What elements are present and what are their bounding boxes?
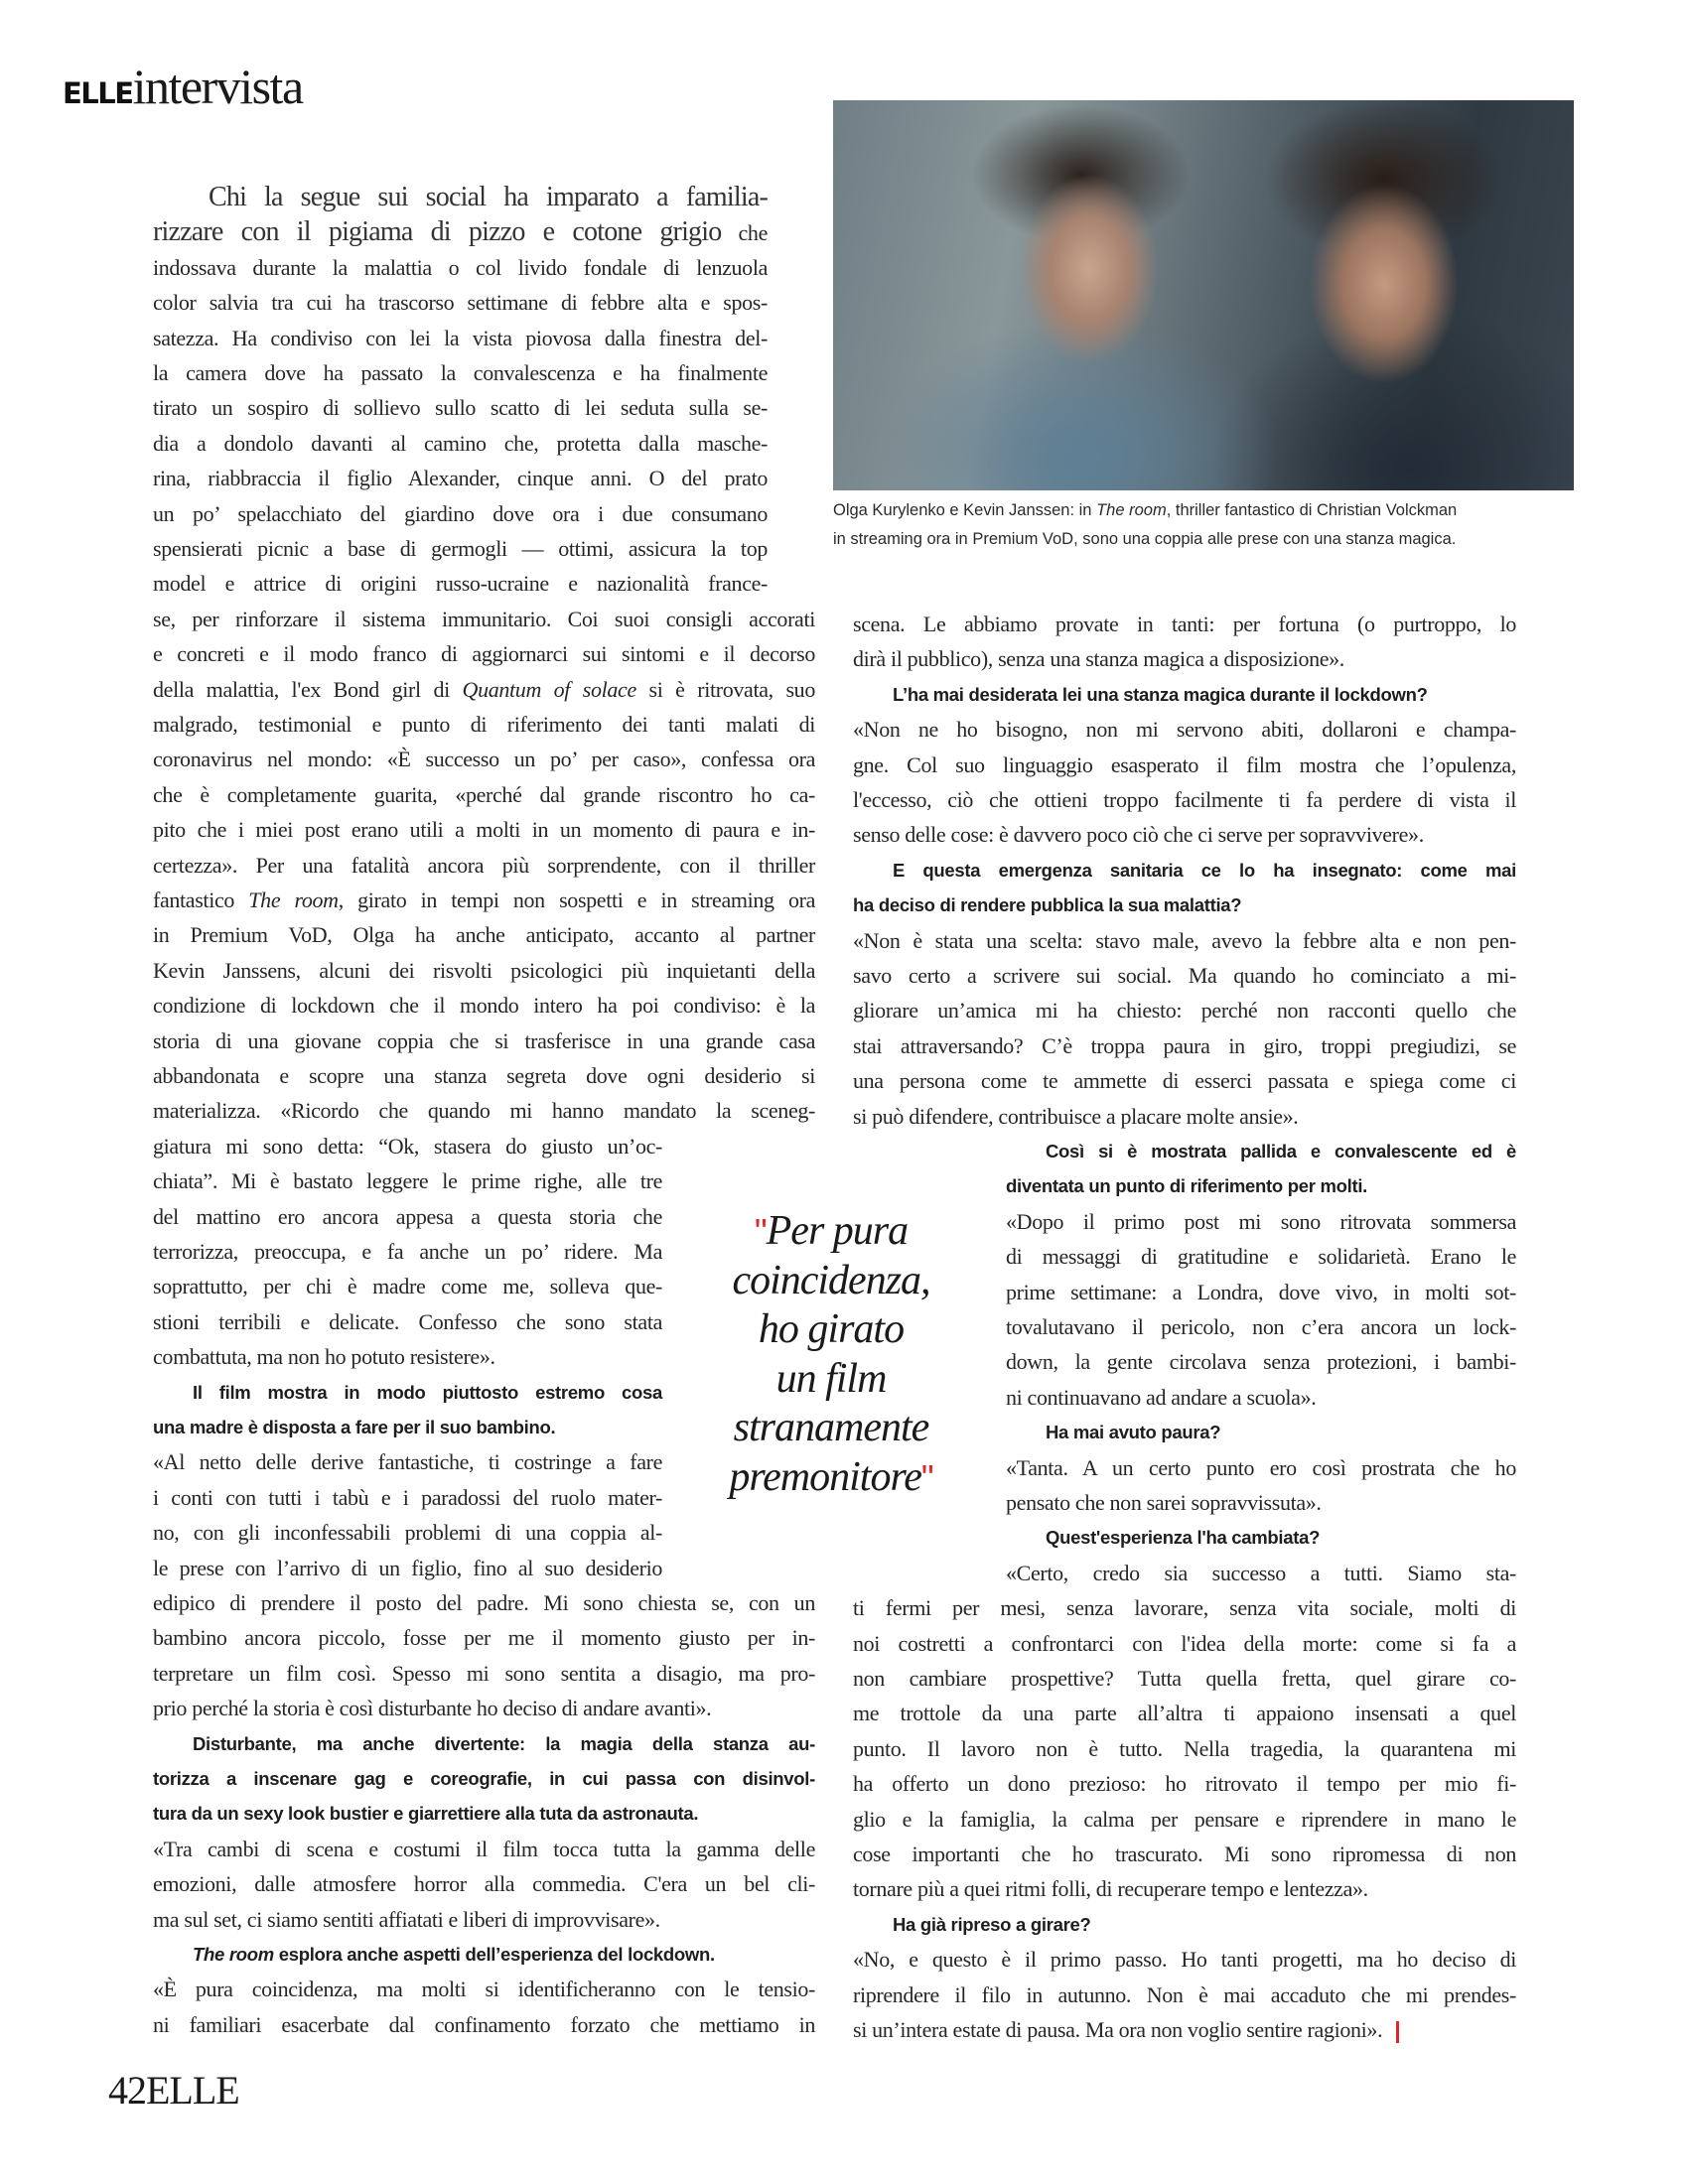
article-text-line: abbandonata e scopre una stanza segreta dove ogni desiderio si — [153, 1063, 815, 1088]
interview-question-line — [193, 1937, 815, 1972]
article-text-line: me trottole da una parte all’altra ti appaiono insensati a quel — [853, 1701, 1516, 1726]
article-text-line: terpretare un film così. Spesso mi sono sentita a disagio, ma pro- — [153, 1660, 815, 1686]
pull-quote — [707, 1207, 955, 1502]
article-text-line: stai attraversando? C’è troppa paura in giro, troppi pregiudizi, se — [853, 1032, 1516, 1058]
article-text-line: la camera dove ha passato la convalescenza e ha finalmente — [153, 360, 768, 385]
article-text-line: tornare più a quei ritmi folli, di recuperare tempo e lentezza». — [853, 1876, 1368, 1902]
article-text-line: «È pura coincidenza, ma molti si identificheranno con le tensio- — [153, 1977, 815, 2002]
article-text-line: model e attrice di origini russo-ucraine e nazionalità france- — [153, 571, 768, 597]
article-text-line: malgrado, testimonial e punto di riferimento dei tanti malati di — [153, 712, 815, 737]
article-text-line: spensierati picnic a base di germogli — ottimi, assicura la top — [153, 536, 768, 561]
pull-quote-text: coincidenza, — [732, 1257, 930, 1303]
article-text-line: Kevin Janssens, alcuni dei risvolti psicologici più inquietanti della — [153, 957, 815, 983]
pull-quote-text: un film — [775, 1355, 887, 1402]
article-text-line: coronavirus nel mondo: «È successo un po’ per caso», confessa ora — [153, 747, 815, 772]
article-text-line: che è completamente guarita, «perché dal grande riscontro ho ca- — [153, 781, 815, 807]
article-text-line: del mattino ero ancora appesa a questa storia che — [153, 1203, 662, 1229]
article-text-line: non cambiare prospettive? Tutta quella fretta, quel girare co- — [853, 1666, 1516, 1691]
text-segment: si è ritrovata, suo — [635, 676, 815, 702]
article-text-line: «Non è stata una scelta: stavo male, avevo la febbre alta e non pen- — [853, 927, 1516, 953]
interview-question-line: Così si è mostrata pallida e convalescente ed è — [1046, 1141, 1516, 1161]
article-text-line: rina, riabbraccia il figlio Alexander, cinque anni. O del prato — [153, 466, 768, 491]
page-footer — [108, 2067, 239, 2114]
article-text-line: terrorizza, preoccupa, e fa anche un po’ ridere. Ma — [153, 1239, 662, 1264]
interview-question-line: Disturbante, ma anche divertente: la magia della stanza au- — [193, 1732, 815, 1754]
article-text-line: indossava durante la malattia o col livido fondale di lenzuola — [153, 254, 768, 280]
article-text-line — [853, 2012, 1516, 2047]
article-text-line: «Tanta. A un certo punto ero così prostrata che ho — [1006, 1454, 1516, 1480]
article-text-line: stioni terribili e delicate. Confesso che sono stata — [153, 1308, 662, 1334]
interview-question-line: Ha già ripreso a girare? — [893, 1913, 1091, 1935]
article-text-line: dirà il pubblico), senza una stanza magica a disposizione». — [853, 646, 1344, 672]
interview-question-line: Quest'esperienza l'ha cambiata? — [1046, 1527, 1321, 1549]
article-text-line: «Non ne ho bisogno, non mi servono abiti, dollaroni e champa- — [853, 717, 1516, 743]
article-text-line: color salvia tra cui ha trascorso settimane di febbre alta e spos- — [153, 290, 768, 316]
end-of-article-mark — [1396, 2021, 1399, 2043]
article-text: si un’intera estate di pausa. Ma ora non voglio sentire ragioni». — [853, 2017, 1383, 2042]
article-text-line: «No, e questo è il primo passo. Ho tanti progetti, ma ho deciso di — [853, 1947, 1516, 1973]
pull-quote-text: ho girato — [758, 1306, 905, 1352]
article-text-line: tirato un sospiro di sollievo sullo scatto di lei seduta sulla se- — [153, 395, 768, 421]
article-text-line: bambino ancora piccolo, fosse per me il momento giusto per in- — [153, 1625, 815, 1651]
text-segment: che — [721, 220, 768, 246]
article-text-line: senso delle cose: è davvero poco ciò che ci serve per sopravvivere». — [853, 822, 1424, 848]
article-text-line: pito che i miei post erano utili a molti in un momento di paura e in- — [153, 817, 815, 843]
article-text-line: le prese con l’arrivo di un figlio, fino al suo desiderio — [153, 1555, 662, 1580]
article-text-line: giatura mi sono detta: “Ok, stasera do giusto un’oc- — [153, 1133, 662, 1159]
interview-question-line: tura da un sexy look bustier e giarrettiere alla tuta da astronauta. — [153, 1803, 699, 1825]
section-header — [63, 58, 303, 117]
article-text-line — [153, 672, 815, 707]
article-text-line: l'eccesso, ciò che ottieni troppo facilmente ti fa perdere di vista il — [853, 787, 1516, 812]
article-text-line: una persona come te ammette di esserci passata e spiega come ci — [853, 1068, 1516, 1094]
article-text-line: ma sul set, ci siamo sentiti affiatati e liberi di improvvisare». — [153, 1906, 660, 1932]
text-segment: Chi la segue sui social ha imparato a familia- — [209, 182, 768, 212]
pull-quote-text: stranamente — [733, 1405, 929, 1450]
article-text-line: ti fermi per mesi, senza lavorare, senza vita sociale, molti di — [853, 1595, 1516, 1621]
article-text-line: gne. Col suo linguaggio esasperato il film mostra che l’opulenza, — [853, 751, 1516, 777]
article-text-line: noi costretti a confrontarci con l'idea della morte: come si fa a — [853, 1630, 1516, 1656]
text-segment: della malattia, l'ex Bond girl di — [153, 676, 463, 702]
film-title: The room — [248, 887, 339, 912]
article-text-line: e concreti e il modo franco di aggiornarci sui sintomi e il decorso — [153, 641, 815, 667]
text-segment: esplora anche aspetti dell’esperienza del lockdown. — [273, 1944, 715, 1965]
article-text-line: un po’ spelacchiato del giardino dove ora i due consumano — [153, 500, 768, 526]
article-text-line: chiata”. Mi è bastato leggere le prime righe, alle tre — [153, 1168, 662, 1194]
interview-question-line: torizza a inscenare gag e coreografie, in cui passa con disinvol- — [153, 1768, 815, 1789]
photo-caption — [833, 496, 1588, 554]
caption-line-2: in streaming ora in Premium VoD, sono una coppia alle prese con una stanza magica. — [833, 530, 1457, 548]
interview-question-line: E questa emergenza sanitaria ce lo ha insegnato: come mai — [893, 859, 1516, 881]
article-text-line: storia di una giovane coppia che si trasferisce in una grande casa — [153, 1027, 815, 1053]
interview-question-line: Il film mostra in modo piuttosto estremo cosa — [193, 1381, 662, 1403]
article-text-line: gliorare un’amica mi ha chiesto: perché non racconti quello che — [853, 998, 1516, 1024]
interview-question-line: una madre è disposta a fare per il suo bambino. — [153, 1417, 556, 1437]
article-text-line: certezza». Per una fatalità ancora più sorprendente, con il thriller — [153, 852, 815, 878]
open-quote-mark: " — [754, 1211, 767, 1252]
article-text-line: «Certo, credo sia successo a tutti. Siamo sta- — [1006, 1560, 1516, 1585]
article-text-line: cose importanti che ho trascurato. Mi sono ripromessa di non — [853, 1842, 1516, 1866]
caption-text: Olga Kurylenko e Kevin Janssen: in — [833, 501, 1097, 519]
film-title: The room — [193, 1944, 274, 1965]
page-number: 42 — [108, 2068, 146, 2113]
footer-brand: ELLE — [146, 2068, 239, 2113]
pull-quote-line — [707, 1355, 955, 1405]
article-text-line: i conti con tutti i tabù e i paradossi del ruolo mater- — [153, 1484, 662, 1510]
article-text-line: «Al netto delle derive fantastiche, ti costringe a fare — [153, 1449, 662, 1475]
article-text-line: emozioni, dalle atmosfere horror alla commedia. C'era un bel cli- — [153, 1871, 815, 1897]
pull-quote-line — [707, 1404, 955, 1453]
interview-question-line: diventata un punto di riferimento per molti. — [1006, 1175, 1368, 1197]
article-text-line: tovalutavano il pericolo, non c’era ancora un lock- — [1006, 1314, 1516, 1339]
caption-film-title: The room — [1096, 501, 1167, 519]
brand-logo: ELLE — [63, 76, 133, 110]
article-text-line: edipico di prendere il posto del padre. Mi sono chiesta se, con un — [153, 1590, 815, 1615]
article-text-line: glio e la famiglia, la calma per pensare e riprendere in mano le — [853, 1806, 1516, 1832]
article-text-line: soprattutto, per chi è madre come me, solleva que- — [153, 1274, 662, 1299]
caption-text: , thriller fantastico di Christian Volckman — [1166, 501, 1458, 519]
close-quote-mark: " — [920, 1456, 933, 1498]
article-text-line: si può difendere, contribuisce a placare molte ansie». — [853, 1103, 1299, 1129]
interview-question-line: ha deciso di rendere pubblica la sua malattia? — [853, 894, 1242, 916]
pull-quote-line — [707, 1257, 955, 1306]
article-text-line: satezza. Ha condiviso con lei la vista piovosa dalla finestra del- — [153, 325, 768, 350]
article-text-line: condizione di lockdown che il mondo intero ha poi condiviso: è la — [153, 993, 815, 1019]
article-text-line — [209, 180, 768, 214]
text-segment: fantastico — [153, 887, 249, 912]
article-text-line: prio perché la storia è così disturbante ho deciso di andare avanti». — [153, 1696, 712, 1721]
pull-quote-text: premonitore — [729, 1453, 921, 1500]
article-text-line: dia a dondolo davanti al camino che, protetta dalla masche- — [153, 430, 768, 456]
article-text-line: in Premium VoD, Olga ha anche anticipato, accanto al partner — [153, 922, 815, 948]
article-text-line: ni continuavano ad andare a scuola». — [1006, 1384, 1317, 1410]
article-text-line: ha offerto un dono prezioso: ho ritrovato il tempo per mio fi- — [853, 1771, 1516, 1797]
pull-quote-line — [707, 1207, 955, 1257]
article-text-line: ni familiari esacerbate dal confinamento forzato che mettiamo in — [153, 2011, 815, 2037]
article-photo — [833, 100, 1574, 490]
text-segment: , girato in tempi non sospetti e in streaming ora — [338, 887, 816, 912]
article-text-line: «Dopo il primo post mi sono ritrovata sommersa — [1006, 1208, 1516, 1234]
film-title: Quantum of solace — [462, 676, 636, 702]
article-text-line: se, per rinforzare il sistema immunitario. Coi suoi consigli accorati — [153, 606, 815, 631]
article-text-line — [153, 214, 768, 249]
article-text-line: scena. Le abbiamo provate in tanti: per fortuna (o purtroppo, lo — [853, 612, 1516, 636]
text-segment: rizzare con il pigiama di pizzo e cotone grigio — [153, 216, 722, 248]
article-text-line — [153, 883, 815, 917]
article-text-line: pensato che non sarei sopravvissuta». — [1006, 1490, 1322, 1515]
article-text-line: punto. Il lavoro non è tutto. Nella tragedia, la quarantena mi — [853, 1735, 1516, 1761]
pull-quote-line — [707, 1453, 955, 1503]
pull-quote-line — [707, 1305, 955, 1355]
article-text-line: «Tra cambi di scena e costumi il film tocca tutta la gamma delle — [153, 1836, 815, 1861]
article-text-line: prime settimane: a Londra, dove vivo, in molti sot- — [1006, 1279, 1516, 1304]
caption-line-1 — [833, 496, 1588, 525]
article-text-line: savo certo a scrivere sui social. Ma quando ho cominciato a mi- — [853, 963, 1516, 988]
section-title: intervista — [132, 59, 303, 114]
article-text-line: down, la gente circolava senza protezioni, i bambi- — [1006, 1349, 1516, 1375]
article-text-line: combattuta, ma non ho potuto resistere». — [153, 1344, 495, 1370]
article-text-line: di messaggi di gratitudine e solidarietà. Erano le — [1006, 1244, 1516, 1270]
article-text-line: materializza. «Ricordo che quando mi hanno mandato la sceneg- — [153, 1098, 815, 1124]
article-text-line: no, con gli inconfessabili problemi di una coppia al- — [153, 1520, 662, 1546]
interview-question-line: L’ha mai desiderata lei una stanza magica durante il lockdown? — [893, 683, 1428, 705]
interview-question-line: Ha mai avuto paura? — [1046, 1422, 1221, 1443]
article-text-line: riprendere il filo in autunno. Non è mai accaduto che mi prendes- — [853, 1981, 1516, 2007]
pull-quote-text: Per pura — [766, 1208, 909, 1254]
